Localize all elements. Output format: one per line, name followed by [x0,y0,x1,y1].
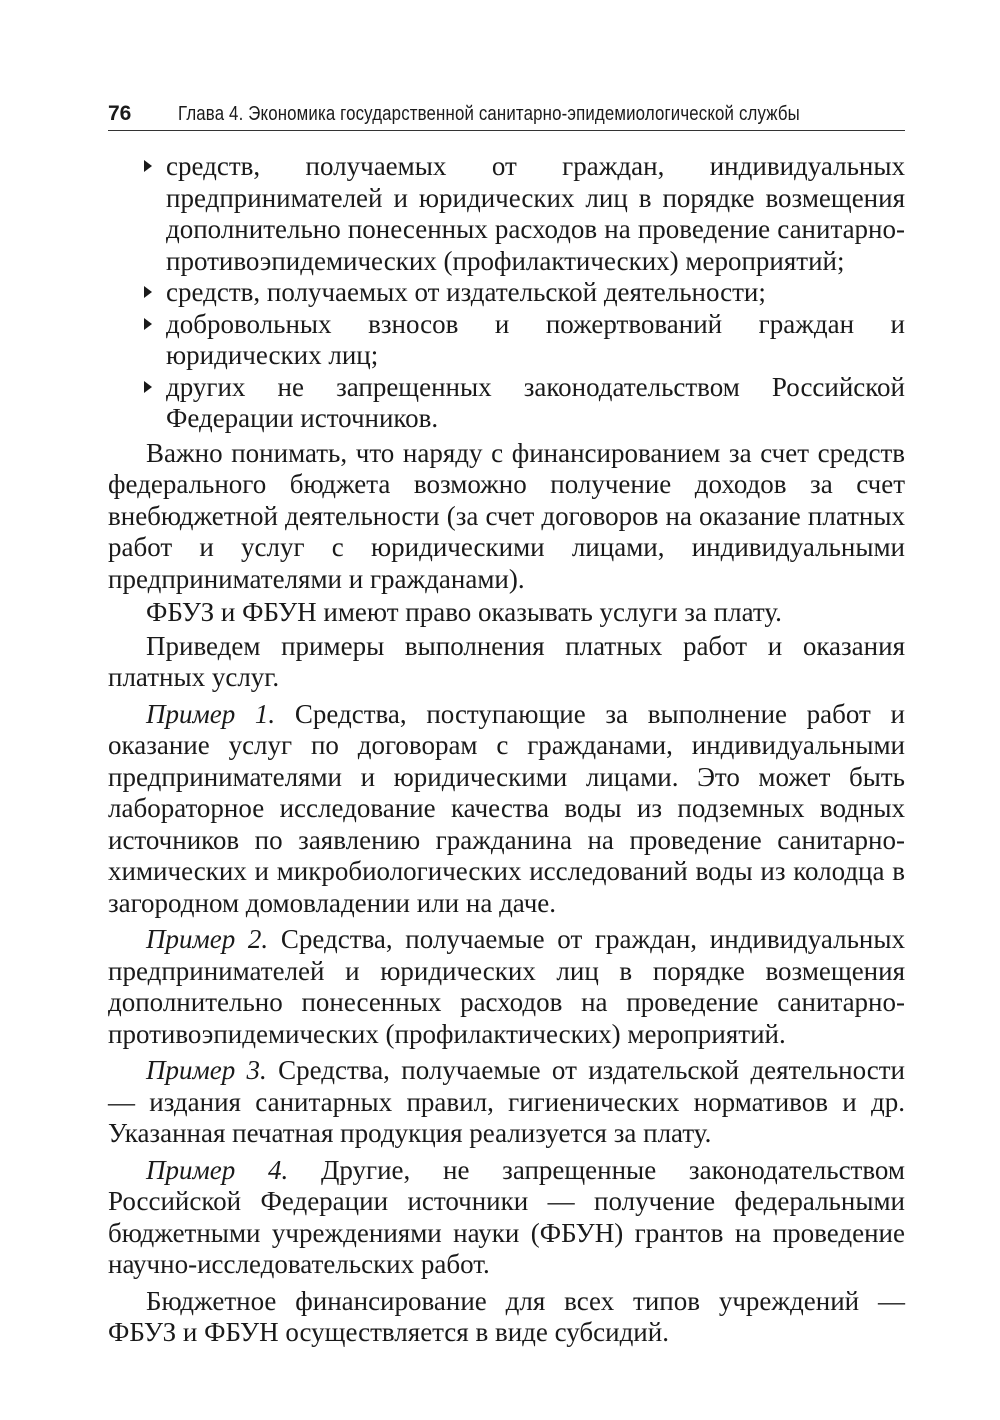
triangle-bullet-icon [144,286,152,298]
bullet-text: других не запрещенных законодательством Российской Федерации источников. [166,371,905,433]
example-2 [108,924,905,1050]
example-label: Пример 1. [146,698,276,729]
bullet-item [108,151,905,277]
page-header [108,100,905,131]
bullet-item [108,309,905,372]
triangle-bullet-icon [144,318,152,330]
example-text: Средства, поступающие за выполнение работ и оказание услуг по договорам с гражданами, индивидуальными предпринимателями и юридическими лицами. Это может быть лабораторное исследование качества воды из подземных водных источников по заявлению гражданина на проведение санитарно-химических и микробиологических исследований воды из колодца в загородном домовладении или на даче. [108,698,905,918]
example-text: Другие, не запрещенные законодательством Российской Федерации источники — получение федеральными бюджетными учреждениями науки (ФБУН) грантов на проведение научно-исследовательских работ. [108,1154,905,1279]
bullet-text: средств, получаемых от граждан, индивидуальных предпринимателей и юридических лиц в порядке возмещения дополнительно понесенных расходов на проведение санитарно-противоэпидемических (профилактических) мероприятий; [166,151,905,276]
example-1 [108,699,905,920]
example-3 [108,1055,905,1150]
paragraph-paid-services: ФБУЗ и ФБУН имеют право оказывать услуги за плату. [146,597,782,627]
example-4 [108,1155,905,1281]
running-title: Глава 4. Экономика государственной санитарно-эпидемиологической службы [178,102,800,125]
example-label: Пример 4. [146,1154,289,1185]
example-text: Средства, получаемые от издательской деятельности — издания санитарных правил, гигиенических нормативов и др. Указанная печатная продукция реализуется за плату. [108,1055,906,1148]
triangle-bullet-icon [144,160,152,172]
bullet-text: средств, получаемых от издательской деятельности; [166,277,766,307]
paragraph-closing: Бюджетное финансирование для всех типов учреждений — ФБУЗ и ФБУН осуществляется в виде субсидий. [108,1285,905,1347]
bullet-item [108,277,905,309]
paragraph-examples-intro: Приведем примеры выполнения платных работ и оказания платных услуг. [108,630,905,692]
body-text [108,151,905,1349]
example-label: Пример 3. [146,1055,267,1085]
triangle-bullet-icon [144,381,152,393]
example-label: Пример 2. [146,924,269,954]
bullet-text: добровольных взносов и пожертвований граждан и юридических лиц; [166,308,905,370]
paragraph-funding: Важно понимать, что наряду с финансированием за счет средств федерального бюджета возможно получение доходов за счет внебюджетной деятельности (за счет договоров на оказание платных работ и услуг с юридическими лицами, индивидуальными предпринимателями и гражданами). [108,437,905,594]
page-number: 76 [108,102,132,125]
example-text: Средства, получаемые от граждан, индивидуальных предпринимателей и юридических лиц в порядке возмещения дополнительно понесенных расходов на проведение санитарно-противоэпидемических (профилактических) мероприятий. [108,924,906,1049]
bullet-item [108,372,905,435]
